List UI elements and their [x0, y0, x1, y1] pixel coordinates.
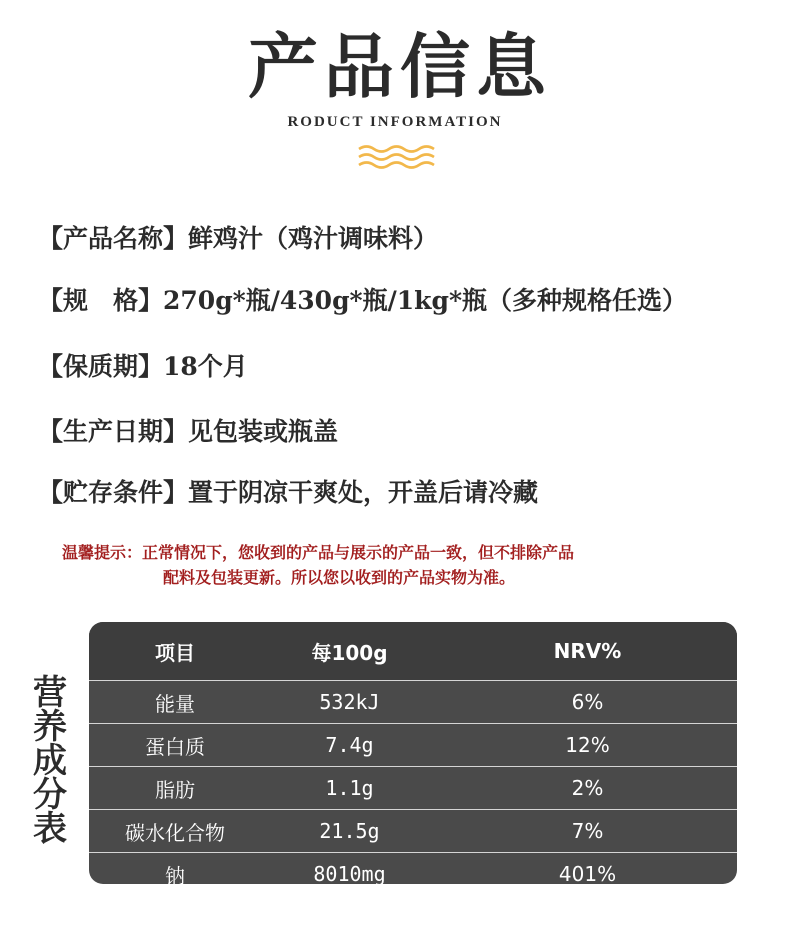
wave-decoration-icon: [357, 144, 437, 170]
table-cell: 2%: [438, 767, 737, 810]
nutrition-table: [89, 622, 737, 884]
info-label: 【保质期】: [38, 352, 164, 381]
info-value: 270g*瓶/430g*瓶/1kg*瓶（多种规格任选）: [163, 286, 688, 315]
side-label-char: 表: [33, 809, 67, 849]
table-row: [89, 724, 737, 767]
info-value: 18个月: [163, 352, 248, 381]
nutrition-side-label: [30, 673, 70, 849]
info-production-date: [38, 412, 338, 448]
table-cell: 532kJ: [261, 681, 438, 724]
notice-line-2: 配料及包装更新。所以您以收到的产品实物为准。: [163, 568, 516, 587]
info-product-name: [38, 219, 438, 255]
table-cell: 脂肪: [89, 767, 261, 810]
info-value: 见包装或瓶盖: [188, 417, 339, 446]
column-header: NRV%: [438, 622, 737, 681]
column-header: 每100g: [261, 622, 438, 681]
table-cell: 8010mg: [261, 853, 438, 885]
column-header: 项目: [89, 622, 261, 681]
table-cell: 12%: [438, 724, 737, 767]
table-row: [89, 681, 737, 724]
info-shelf-life: [38, 347, 248, 383]
side-label-char: 养: [33, 707, 67, 747]
table-row: [89, 767, 737, 810]
info-label: 【产品名称】: [38, 224, 189, 253]
side-label-char: 分: [33, 775, 67, 815]
info-value: 鲜鸡汁（鸡汁调味料）: [188, 224, 439, 253]
table-cell: 碳水化合物: [89, 810, 261, 853]
notice-line-1: 温馨提示：正常情况下，您收到的产品与展示的产品一致，但不排除产品: [62, 543, 575, 562]
page-subtitle: RODUCT INFORMATION: [287, 114, 503, 130]
info-label: 【生产日期】: [38, 417, 189, 446]
table-cell: 蛋白质: [89, 724, 261, 767]
info-value: 置于阴凉干爽处，开盖后请冷藏: [188, 478, 539, 507]
table-cell: 21.5g: [261, 810, 438, 853]
table-cell: 6%: [438, 681, 737, 724]
table-row: [89, 810, 737, 853]
table-cell: 7%: [438, 810, 737, 853]
side-label-char: 成: [33, 741, 67, 781]
info-storage: [38, 473, 538, 509]
table-cell: 7.4g: [261, 724, 438, 767]
side-label-char: 营: [33, 673, 67, 713]
table-cell: 401%: [438, 853, 737, 885]
table-header-row: [89, 622, 737, 681]
table-cell: 1.1g: [261, 767, 438, 810]
info-label: 【贮存条件】: [38, 478, 189, 507]
table-cell: 能量: [89, 681, 261, 724]
table-row: [89, 853, 737, 885]
table-cell: 钠: [89, 853, 261, 885]
page-title: 产品信息: [248, 25, 552, 108]
info-spec: [38, 281, 687, 317]
info-label: 【规 格】: [38, 286, 164, 315]
notice-text: [62, 540, 722, 590]
